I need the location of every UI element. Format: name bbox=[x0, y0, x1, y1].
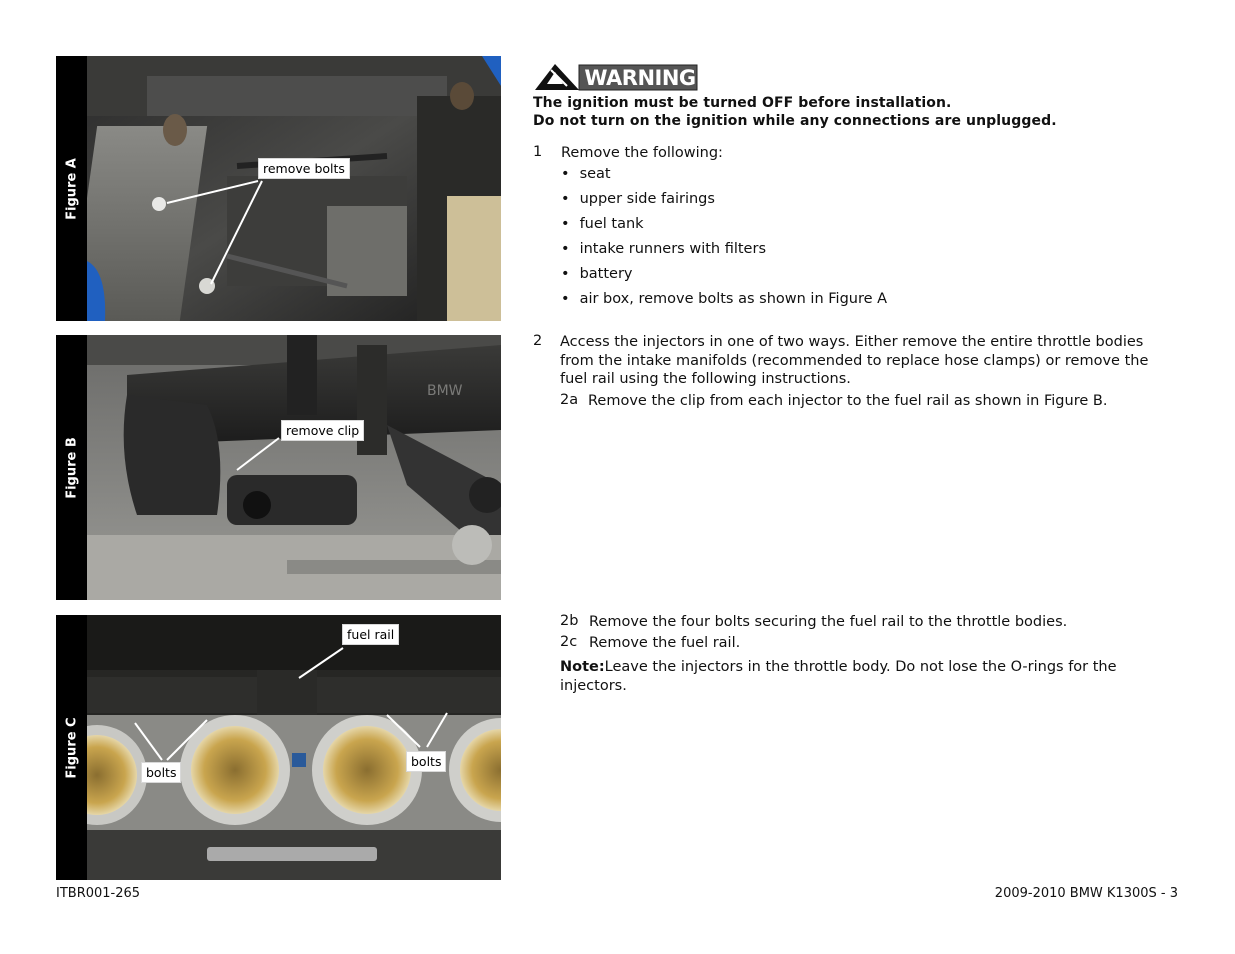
step-2a-number: 2a bbox=[560, 392, 579, 408]
figure-c-label: Figure C bbox=[64, 716, 79, 779]
step-2c-number: 2c bbox=[560, 634, 578, 650]
note-label: Note: bbox=[560, 659, 605, 675]
callout-remove-clip: remove clip bbox=[281, 420, 364, 441]
step-1-list-item bbox=[561, 266, 633, 282]
note-paragraph bbox=[560, 658, 1160, 695]
step-1-list-item-text: seat bbox=[579, 166, 611, 182]
step-1-list-item bbox=[561, 216, 644, 232]
step-2b-text: Remove the four bolts securing the fuel rail to the throttle bodies. bbox=[589, 614, 1068, 630]
bullet-dot-icon: • bbox=[561, 191, 570, 207]
callout-remove-bolts: remove bolts bbox=[258, 158, 350, 179]
step-1-list-item bbox=[561, 191, 715, 207]
step-2b-number: 2b bbox=[560, 613, 579, 629]
figure-b-embossed-mark: BMW bbox=[427, 383, 463, 399]
step-2-text: Access the injectors in one of two ways. Either remove the entire throttle bodies from the intake manifolds (recommended to replace hose clamps) or remove the fuel rail using the following instructions. bbox=[560, 334, 1149, 387]
callout-bolts-right: bolts bbox=[406, 751, 446, 772]
step-1-number: 1 bbox=[533, 144, 543, 160]
step-2a-text: Remove the clip from each injector to the fuel rail as shown in Figure B. bbox=[588, 393, 1108, 409]
callout-fuel-rail: fuel rail bbox=[342, 624, 399, 645]
step-1-list-item-text: intake runners with filters bbox=[579, 241, 766, 257]
figure-b-photo bbox=[87, 335, 501, 600]
bullet-dot-icon: • bbox=[561, 216, 570, 232]
figure-a-photo bbox=[87, 56, 501, 321]
warning-badge-text: WARNING bbox=[584, 66, 696, 90]
warning-badge bbox=[533, 62, 699, 92]
footer-doc-id: ITBR001-265 bbox=[56, 886, 141, 901]
figure-a-label-bar bbox=[56, 56, 87, 321]
figure-a-label: Figure A bbox=[64, 157, 79, 220]
bullet-dot-icon: • bbox=[561, 241, 570, 257]
bullet-dot-icon: • bbox=[561, 291, 570, 307]
figure-b-label-bar bbox=[56, 335, 87, 600]
warning-line-1: The ignition must be turned OFF before installation. bbox=[533, 95, 952, 111]
figure-b-label: Figure B bbox=[64, 436, 79, 499]
warning-line-2: Do not turn on the ignition while any connections are unplugged. bbox=[533, 113, 1057, 129]
step-1-list-item bbox=[561, 241, 766, 257]
step-2-number: 2 bbox=[533, 333, 543, 349]
note-text: Leave the injectors in the throttle body. Do not lose the O-rings for the injectors. bbox=[560, 659, 1117, 694]
step-1-list-item-text: upper side fairings bbox=[579, 191, 715, 207]
step-1-text: Remove the following: bbox=[561, 145, 723, 161]
figure-b bbox=[56, 335, 501, 600]
figure-c-label-bar bbox=[56, 615, 87, 880]
figure-c-photo bbox=[87, 615, 501, 880]
bullet-dot-icon: • bbox=[561, 266, 570, 282]
step-1-list-item bbox=[561, 166, 611, 182]
figure-c bbox=[56, 615, 501, 880]
callout-bolts-left: bolts bbox=[141, 762, 181, 783]
step-1-list-item bbox=[561, 291, 887, 307]
figure-a bbox=[56, 56, 501, 321]
footer-page-info: 2009-2010 BMW K1300S - 3 bbox=[994, 886, 1178, 901]
step-1-list-item-text: battery bbox=[579, 266, 633, 282]
step-1-list-item-text: air box, remove bolts as shown in Figure A bbox=[579, 291, 888, 307]
step-2c-text: Remove the fuel rail. bbox=[589, 635, 741, 651]
step-1-list-item-text: fuel tank bbox=[579, 216, 644, 232]
bullet-dot-icon: • bbox=[561, 166, 570, 182]
